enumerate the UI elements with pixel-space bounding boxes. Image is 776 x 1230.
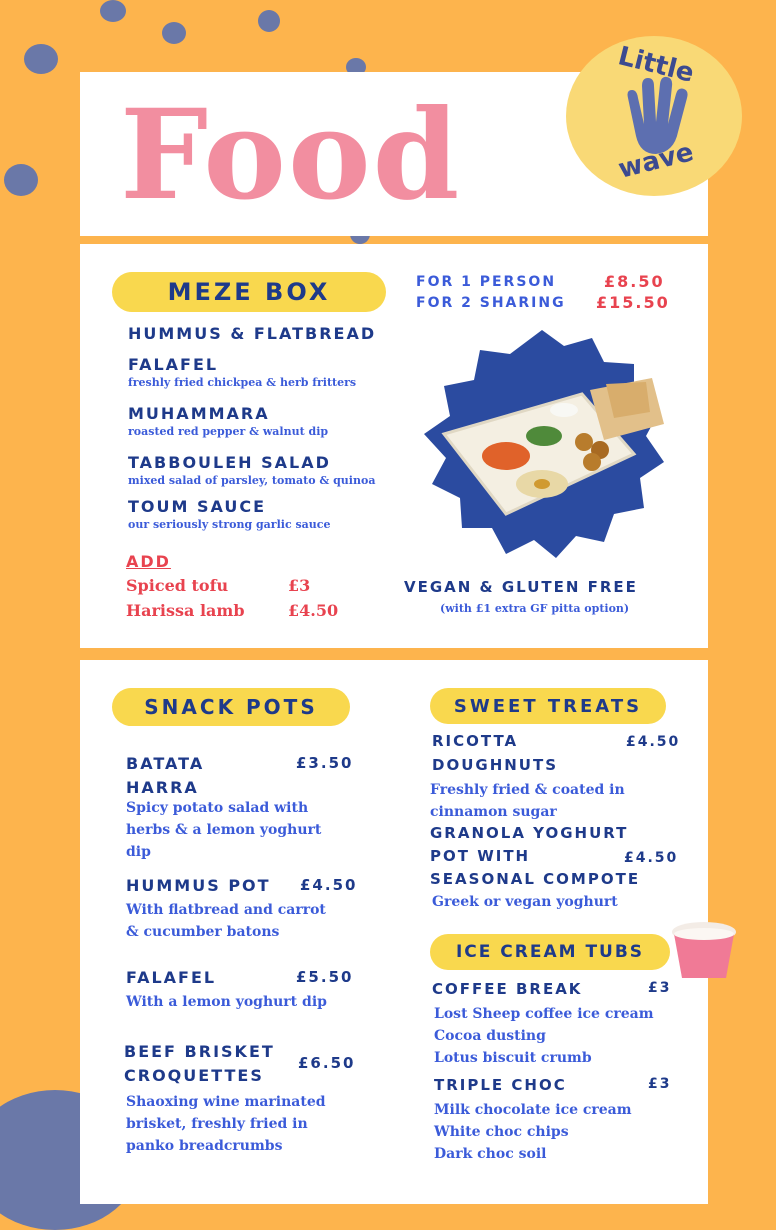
snack-item-desc: With flatbread and carrot [126, 902, 326, 918]
snack-item-desc: & cucumber batons [126, 924, 280, 940]
decorative-blob [24, 44, 58, 74]
snack-item-name: BATATA [126, 754, 205, 773]
decorative-blob [162, 22, 186, 44]
meze-heading: MEZE BOX [112, 272, 386, 312]
meze-item-desc: freshly fried chickpea & herb fritters [128, 376, 357, 389]
ice-cream-price: £3 [648, 1076, 672, 1092]
meze-box-panel [84, 248, 704, 644]
snack-item-name: BEEF BRISKET [124, 1042, 275, 1061]
decorative-blob [4, 164, 38, 196]
snack-item-name: HUMMUS POT [126, 876, 271, 895]
snack-item-desc: brisket, freshly fried in [126, 1116, 308, 1132]
addon-name: Harissa lamb [126, 601, 245, 620]
meze-item-name: MUHAMMARA [128, 404, 270, 423]
snack-item-name: FALAFEL [126, 968, 217, 987]
snack-pots-panel [84, 664, 394, 1200]
ice-cream-price: £3 [648, 980, 672, 996]
sweet-item-name: DOUGHNUTS [432, 756, 559, 774]
gf-note: (with £1 extra GF pitta option) [440, 602, 630, 615]
sweet-item-desc: Freshly fried & coated in [430, 782, 625, 798]
sweet-item-name: RICOTTA [432, 732, 519, 750]
snack-item-price: £6.50 [298, 1054, 356, 1072]
ice-cream-name: TRIPLE CHOC [434, 1076, 567, 1094]
little-wave-logo [566, 36, 742, 196]
ice-cream-desc: Milk chocolate ice cream [434, 1102, 632, 1118]
sweet-treats-heading: SWEET TREATS [430, 688, 666, 724]
ice-cream-desc: Dark choc soil [434, 1146, 547, 1162]
price-row-price: £15.50 [596, 293, 670, 312]
meze-item-name: FALAFEL [128, 355, 219, 374]
sweet-item-price: £4.50 [626, 734, 681, 750]
addon-price: £3 [288, 576, 311, 595]
decorative-blob [100, 0, 126, 22]
sweet-item-desc: Greek or vegan yoghurt [432, 894, 618, 910]
snack-item-desc: Spicy potato salad with [126, 800, 309, 816]
price-row-price: £8.50 [604, 272, 665, 291]
price-row-label: FOR 1 PERSON [416, 274, 557, 290]
snack-item-desc: With a lemon yoghurt dip [126, 994, 327, 1010]
meze-item-desc: roasted red pepper & walnut dip [128, 425, 329, 438]
meze-item-name: TABBOULEH SALAD [128, 453, 331, 472]
snack-item-desc: dip [126, 844, 151, 860]
snack-pots-heading: SNACK POTS [112, 688, 350, 726]
meze-item-desc: mixed salad of parsley, tomato & quinoa [128, 474, 376, 487]
vegan-note: VEGAN & GLUTEN FREE [404, 578, 638, 596]
logo-text-top: Little [615, 41, 697, 89]
snack-item-desc: panko breadcrumbs [126, 1138, 283, 1154]
sweet-item-price: £4.50 [624, 850, 679, 866]
snack-item-desc: herbs & a lemon yoghurt [126, 822, 322, 838]
logo-text-bottom: wave [615, 137, 697, 185]
ice-cream-name: COFFEE BREAK [432, 980, 583, 998]
snack-item-price: £4.50 [300, 876, 358, 894]
sweet-item-name: SEASONAL COMPOTE [430, 870, 641, 888]
price-row-label: FOR 2 SHARING [416, 295, 566, 311]
snack-item-desc: Shaoxing wine marinated [126, 1094, 326, 1110]
addon-price: £4.50 [288, 601, 339, 620]
sweet-item-desc: cinnamon sugar [430, 804, 557, 820]
ice-cream-tub-icon [668, 920, 740, 982]
ice-cream-desc: White choc chips [434, 1124, 569, 1140]
snack-item-name: HARRA [126, 778, 199, 797]
decorative-blob [258, 10, 280, 32]
sweet-item-name: POT WITH [430, 847, 531, 865]
add-label: ADD [126, 552, 171, 571]
sweet-treats-panel [400, 664, 704, 1200]
ice-cream-desc: Cocoa dusting [434, 1028, 546, 1044]
ice-cream-desc: Lotus biscuit crumb [434, 1050, 592, 1066]
sweet-item-name: GRANOLA YOGHURT [430, 824, 629, 842]
meze-item-name: TOUM SAUCE [128, 497, 267, 516]
decorative-blob [346, 58, 366, 76]
snack-item-price: £3.50 [296, 754, 354, 772]
snack-item-price: £5.50 [296, 968, 354, 986]
meze-item-name: HUMMUS & FLATBREAD [128, 324, 377, 343]
snack-item-name: CROQUETTES [124, 1066, 264, 1085]
meze-box-photo [414, 324, 670, 564]
ice-cream-desc: Lost Sheep coffee ice cream [434, 1006, 654, 1022]
addon-name: Spiced tofu [126, 576, 229, 595]
ice-cream-heading: ICE CREAM TUBS [430, 934, 670, 970]
page-title: Food [120, 83, 462, 228]
meze-item-desc: our seriously strong garlic sauce [128, 518, 331, 531]
